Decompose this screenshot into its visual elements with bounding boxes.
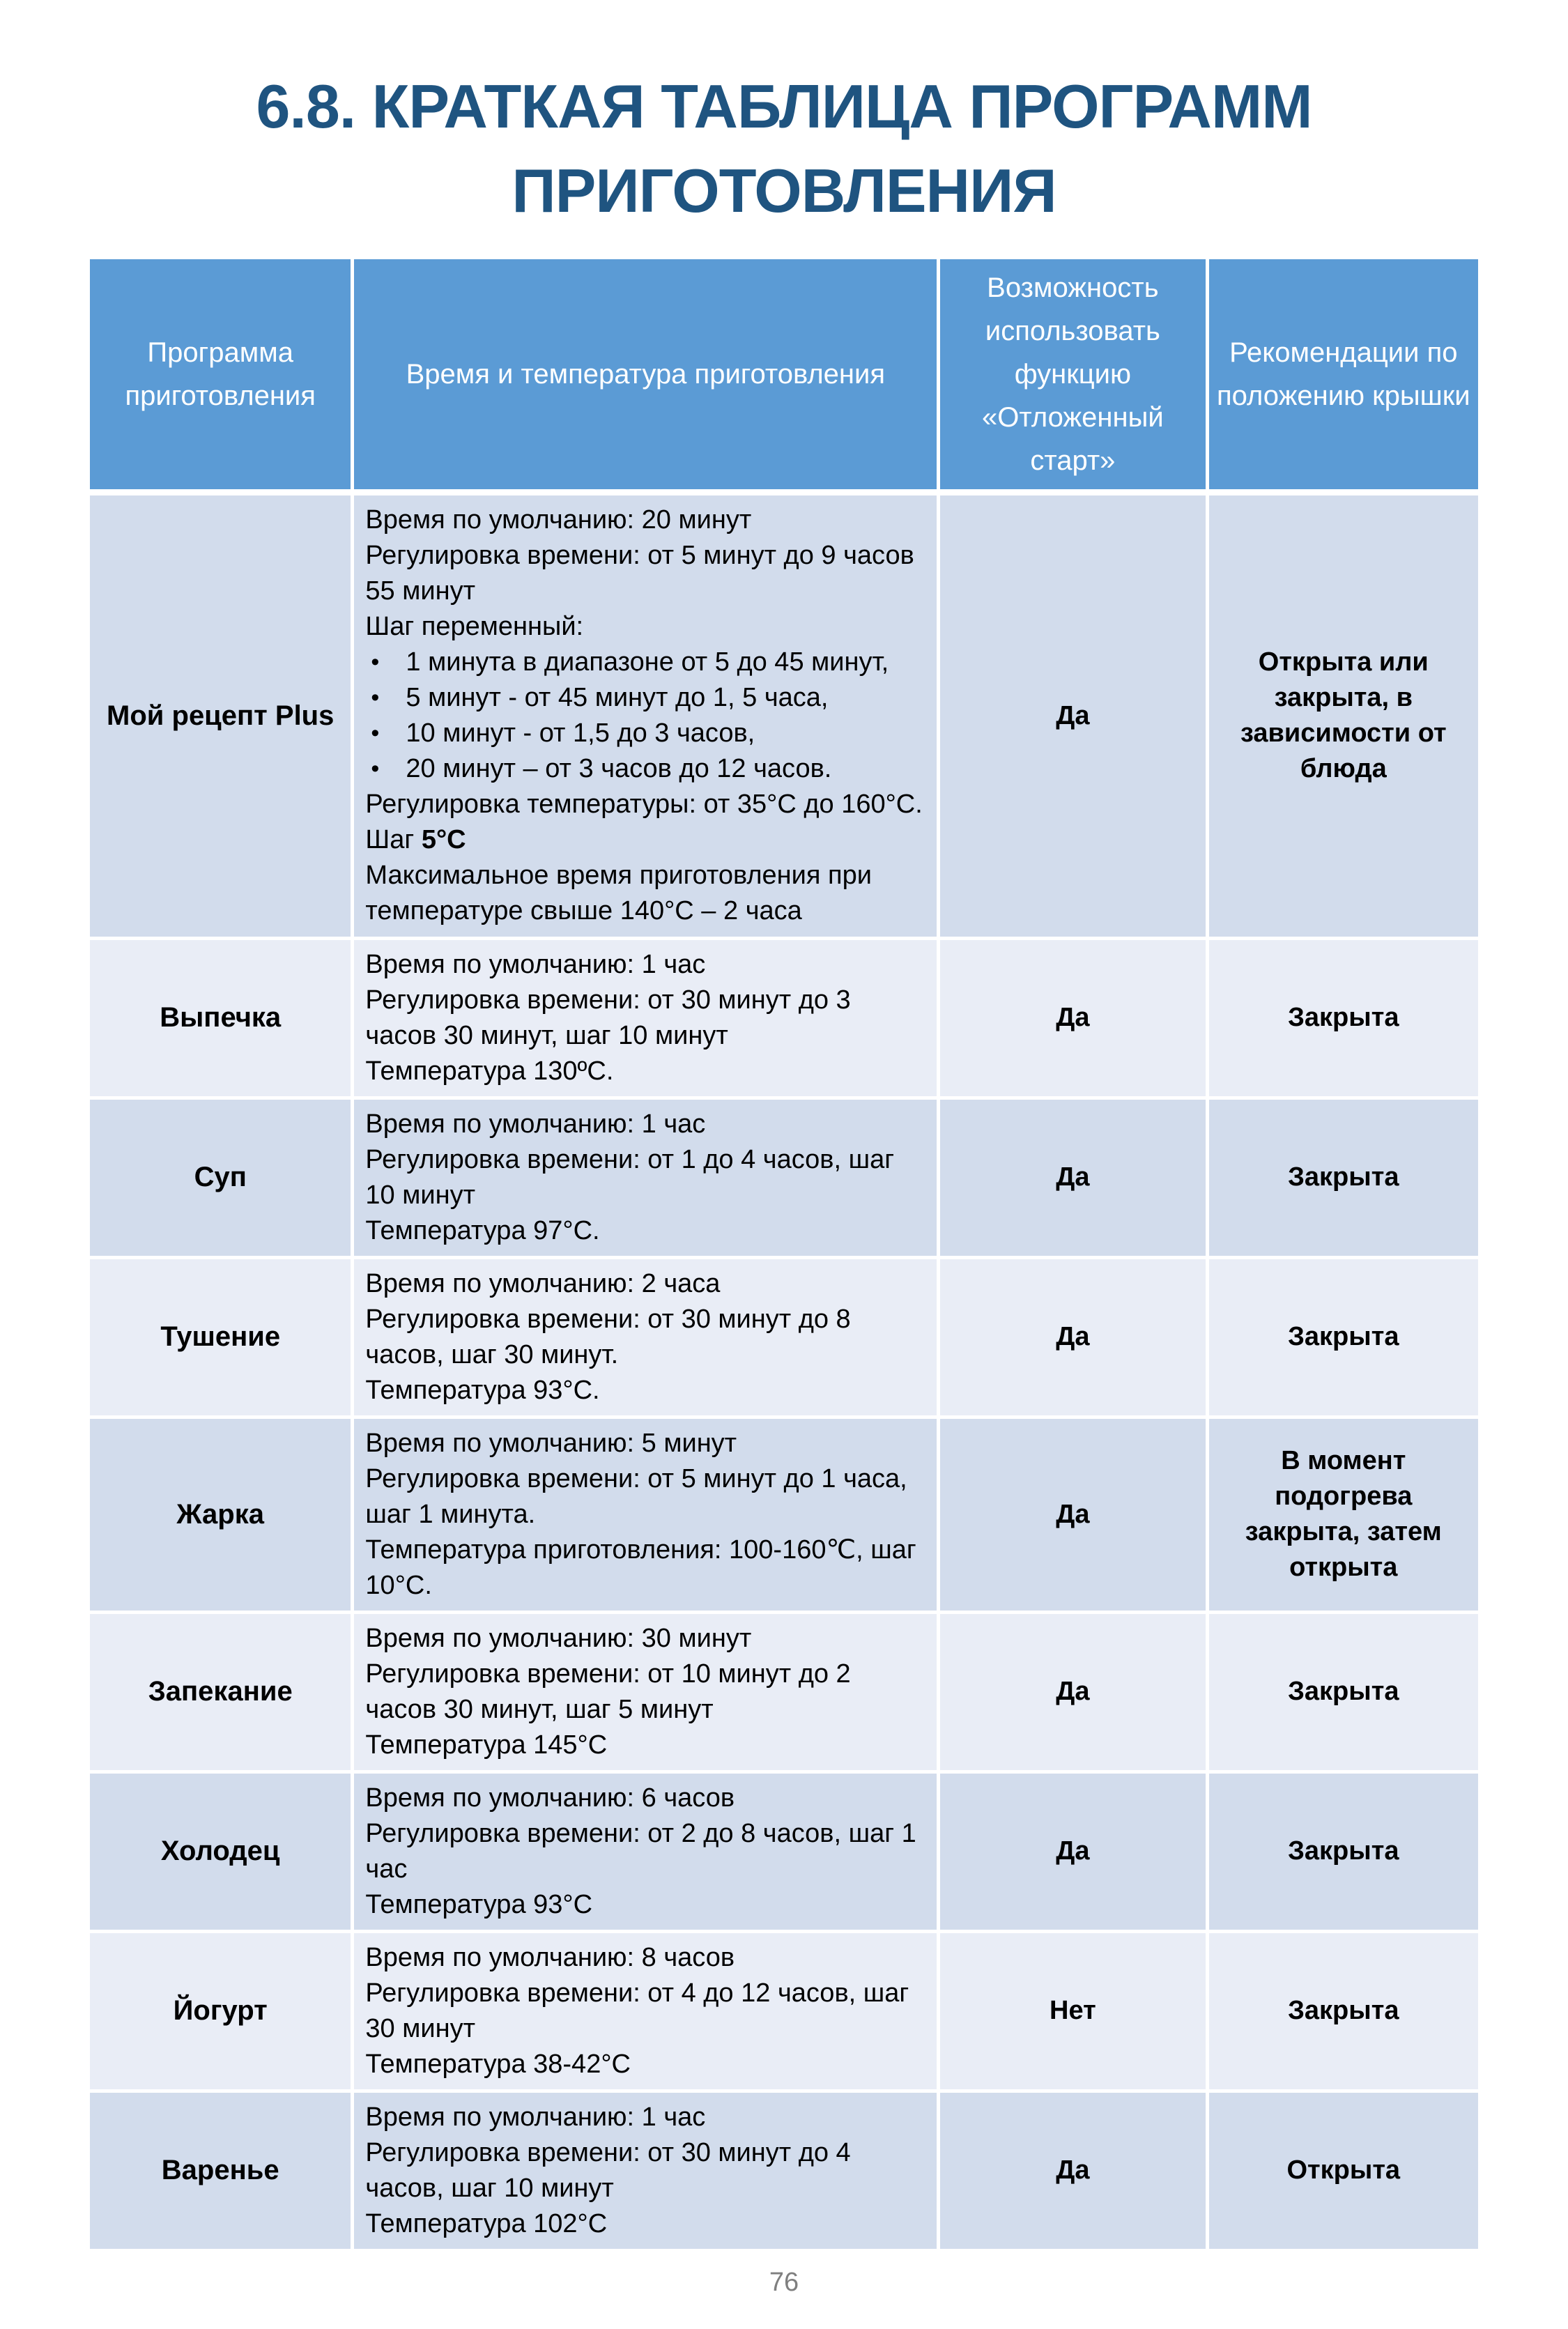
text-line: Регулировка времени: от 5 минут до 9 часов 55 минут [365,541,914,606]
program-name-cell: Выпечка [89,938,353,1098]
text-line: Регулировка времени: от 4 до 12 часов, шаг 30 минут [365,1978,909,2043]
bullet-icon: • [371,649,380,676]
bullet-line: • 10 минут - от 1,5 до 3 часов, [365,716,927,751]
page-number: 76 [769,2267,799,2297]
time-temperature-cell [353,1257,939,1417]
bullet-icon: • [371,720,380,747]
column-header-0: Программа приготовления [89,257,353,492]
text-line: Шаг переменный: [365,612,584,642]
lid-position-cell: Закрыта [1207,1612,1479,1771]
time-temperature-cell [353,1098,939,1257]
column-header-1: Время и температура приготовления [353,257,939,492]
lid-position-cell: Открыта [1207,2091,1479,2250]
page-title: 6.8. КРАТКАЯ ТАБЛИЦА ПРОГРАММ ПРИГОТОВЛЕНИЯ [256,72,1312,226]
text-line: Температура приготовления: 100-160℃, шаг 10°С. [365,1535,916,1600]
text-line: Время по умолчанию: 5 минут [365,1428,737,1458]
cooking-programs-table [86,256,1482,2252]
text-line: Максимальное время приготовления при температуре свыше 140°С – 2 часа [365,861,872,926]
document-page [0,64,1568,2329]
program-name-cell: Суп [89,1098,353,1257]
text-line: Время по умолчанию: 1 час [365,1109,706,1139]
time-temperature-cell [353,1417,939,1612]
delayed-start-cell: Да [939,1417,1207,1612]
table-row [89,1098,1480,1257]
table-row [89,1931,1480,2091]
time-temperature-cell [353,2091,939,2250]
text-line: Регулировка времени: от 30 минут до 8 часов, шаг 30 минут. [365,1304,851,1369]
delayed-start-cell: Да [939,938,1207,1098]
program-name-cell: Тушение [89,1257,353,1417]
column-header-3: Рекомендации по положению крышки [1207,257,1479,492]
time-temperature-cell [353,1612,939,1771]
lid-position-cell: Закрыта [1207,1931,1479,2091]
text-line: Время по умолчанию: 1 час [365,949,706,979]
bullet-line: • 5 минут - от 45 минут до 1, 5 часа, [365,680,927,716]
table-row [89,1417,1480,1612]
table-row [89,1257,1480,1417]
time-temperature-cell [353,492,939,938]
program-name-cell: Запекание [89,1612,353,1771]
text-line: Температура 93°С. [365,1375,600,1405]
table-row [89,492,1480,938]
delayed-start-cell: Да [939,492,1207,938]
program-name-cell: Холодец [89,1771,353,1931]
lid-position-cell: Открыта или закрыта, в зависимости от блюда [1207,492,1479,938]
text-line: Температура 38-42°С [365,2049,631,2079]
table-header-row [89,257,1480,492]
lid-position-cell: Закрыта [1207,1098,1479,1257]
bullet-line: • 20 минут – от 3 часов до 12 часов. [365,751,927,787]
text-line: Время по умолчанию: 1 час [365,2102,706,2132]
text-line: Время по умолчанию: 30 минут [365,1623,752,1653]
bullet-line: • 1 минута в диапазоне от 5 до 45 минут, [365,645,927,680]
table-row [89,1612,1480,1771]
lid-position-cell: Закрыта [1207,1771,1479,1931]
program-name-cell: Варенье [89,2091,353,2250]
text-line: Время по умолчанию: 6 часов [365,1783,735,1813]
text-line: Регулировка времени: от 30 минут до 4 часов, шаг 10 минут [365,2137,851,2203]
text-line: Температура 130ºС. [365,1056,614,1086]
delayed-start-cell: Нет [939,1931,1207,2091]
text-line: Температура 97°С. [365,1215,600,1245]
lid-position-cell: Закрыта [1207,1257,1479,1417]
table-row [89,1771,1480,1931]
delayed-start-cell: Да [939,1098,1207,1257]
text-line: Температура 102°С [365,2208,608,2238]
text-line: Регулировка температуры: от 35°С до 160°С. Шаг 5°С [365,790,923,855]
lid-position-cell: В момент подогрева закрыта, затем открыта [1207,1417,1479,1612]
time-temperature-cell [353,1771,939,1931]
text-line: Регулировка времени: от 30 минут до 3 часов 30 минут, шаг 10 минут [365,985,851,1050]
time-temperature-cell [353,938,939,1098]
bullet-icon: • [371,684,380,712]
delayed-start-cell: Да [939,1612,1207,1771]
table-row [89,2091,1480,2250]
table-header [89,257,1480,492]
text-line: Регулировка времени: от 5 минут до 1 часа, шаг 1 минута. [365,1463,907,1529]
time-temperature-cell [353,1931,939,2091]
column-header-2: Возможность использовать функцию «Отложенный старт» [939,257,1207,492]
delayed-start-cell: Да [939,1771,1207,1931]
text-line: Время по умолчанию: 2 часа [365,1268,721,1298]
text-line: Температура 145°С [365,1730,608,1760]
lid-position-cell: Закрыта [1207,938,1479,1098]
delayed-start-cell: Да [939,2091,1207,2250]
text-line: Время по умолчанию: 8 часов [365,1942,735,1972]
table-body [89,492,1480,2250]
text-line: Регулировка времени: от 2 до 8 часов, шаг 1 час [365,1818,916,1884]
text-line: Регулировка времени: от 10 минут до 2 часов 30 минут, шаг 5 минут [365,1659,851,1724]
program-name-cell: Мой рецепт Plus [89,492,353,938]
program-name-cell: Жарка [89,1417,353,1612]
program-name-cell: Йогурт [89,1931,353,2091]
bullet-icon: • [371,755,380,783]
text-line: Регулировка времени: от 1 до 4 часов, шаг 10 минут [365,1144,895,1210]
table-row [89,938,1480,1098]
text-line: Время по умолчанию: 20 минут [365,505,752,535]
text-line: Температура 93°С [365,1889,593,1919]
delayed-start-cell: Да [939,1257,1207,1417]
